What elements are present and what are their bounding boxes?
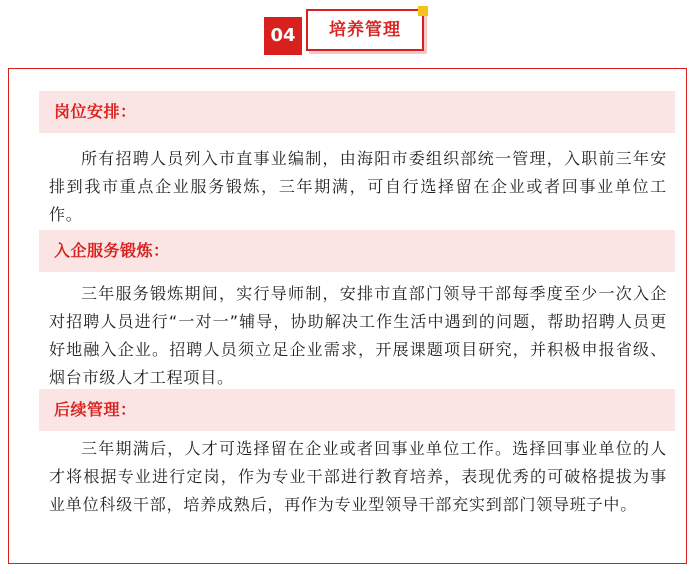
heading-label: 岗位安排： (54, 102, 137, 121)
paragraph-follow-up: 三年期满后，人才可选择留在企业或者回事业单位工作。选择回事业单位的人才将根据专业进行定岗，作为专业干部进行教育培养，表现优秀的可破格提拔为事业单位科级干部，培养成熟后，再作为专业型领导干部充实到部门领导班子中。 (49, 439, 667, 514)
paragraph-post-arrangement: 所有招聘人员列入市直事业编制，由海阳市委组织部统一管理，入职前三年安排到我市重点企业服务锻炼，三年期满，可自行选择留在企业或者回事业单位工作。 (49, 149, 667, 224)
section-number: 04 (264, 17, 302, 55)
section-title-box (306, 9, 424, 51)
content-panel (8, 68, 687, 564)
section-badge (264, 6, 430, 56)
paragraph-enterprise-training: 三年服务锻炼期间，实行导师制，安排市直部门领导干部每季度至少一次入企对招聘人员进行“一对一”辅导，协助解决工作生活中遇到的问题，帮助招聘人员更好地融入企业。招聘人员须立足企业需求，开展课题项目研究，并积极申报省级、烟台市级人才工程项目。 (49, 284, 667, 387)
heading-enterprise-training (39, 230, 675, 272)
section-title: 培养管理 (329, 20, 401, 40)
heading-label: 入企服务锻炼： (54, 241, 170, 260)
heading-post-arrangement (39, 91, 675, 133)
corner-accent (418, 6, 428, 16)
heading-follow-up (39, 389, 675, 431)
heading-label: 后续管理： (54, 400, 137, 419)
